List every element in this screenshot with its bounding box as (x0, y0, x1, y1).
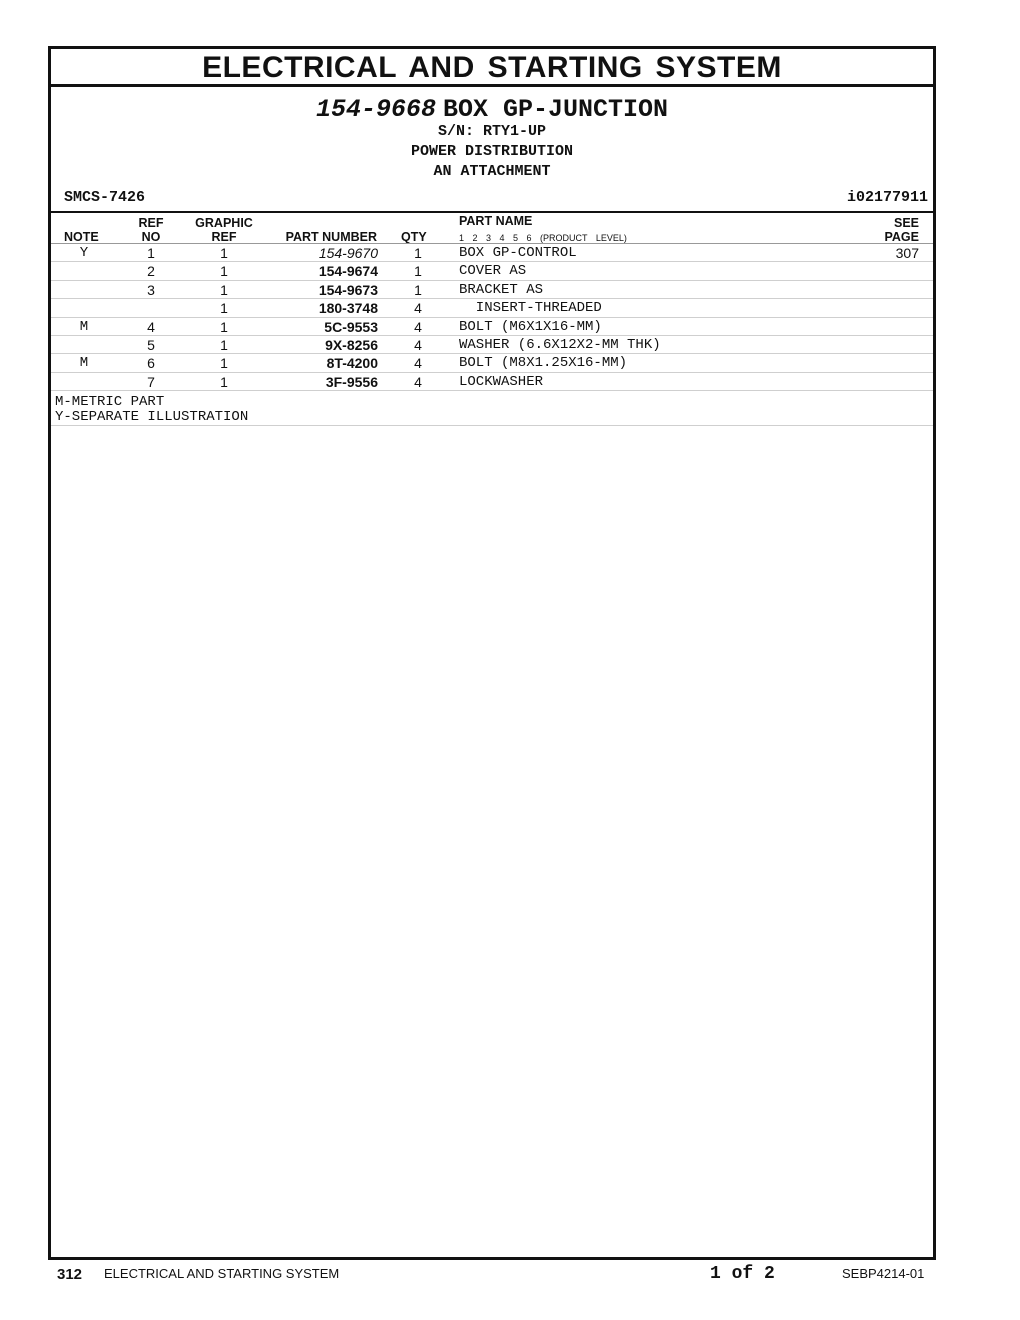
section-title: ELECTRICAL AND STARTING SYSTEM (51, 49, 933, 87)
row-part-number: 3F-9556 (325, 373, 378, 390)
group-description-line-1: POWER DISTRIBUTION (410, 143, 574, 160)
row-ref-no: 7 (147, 373, 155, 390)
row-graphic-ref: 1 (220, 281, 228, 298)
row-part-name: COVER AS (459, 263, 527, 280)
row-part-number: 154-9673 (318, 281, 378, 298)
header-product-levels: 1 2 3 4 5 6 (PRODUCT LEVEL) (459, 233, 627, 243)
table-row (51, 244, 933, 262)
illustration-id: i02177911 (846, 189, 928, 206)
row-part-name: BOLT (M6X1X16-MM) (459, 318, 602, 335)
row-qty: 4 (414, 336, 422, 353)
table-row (51, 318, 933, 336)
row-part-name: INSERT-THREADED (459, 300, 602, 317)
table-row (51, 299, 933, 317)
row-qty: 4 (414, 318, 422, 335)
row-graphic-ref: 1 (220, 263, 228, 280)
header-part-number: PART NUMBER (285, 230, 377, 244)
row-part-number: 9X-8256 (325, 336, 378, 353)
header-ref-bottom: NO (141, 230, 161, 244)
smcs-code: SMCS-7426 (64, 189, 146, 206)
header-note: NOTE (64, 230, 99, 244)
header-graphic-top: GRAPHIC (195, 216, 253, 230)
header-graphic-bottom: REF (211, 230, 237, 244)
row-part-number: 180-3748 (318, 300, 378, 317)
row-graphic-ref: 1 (220, 355, 228, 372)
row-ref-no: 6 (147, 355, 155, 372)
row-graphic-ref: 1 (220, 336, 228, 353)
row-ref-no: 5 (147, 336, 155, 353)
table-row (51, 336, 933, 354)
table-row (51, 373, 933, 391)
note-metric: M-METRIC PART (55, 394, 165, 410)
row-ref-no: 1 (147, 245, 155, 261)
notes-rule (51, 425, 933, 426)
header-rule (51, 211, 933, 213)
row-qty: 4 (414, 300, 422, 317)
header-ref-top: REF (138, 216, 164, 230)
row-graphic-ref: 1 (220, 318, 228, 335)
row-part-number[interactable]: 154-9670 (318, 245, 378, 261)
row-note: M (79, 355, 89, 372)
row-graphic-ref: 1 (220, 245, 228, 261)
header-qty: QTY (401, 230, 427, 244)
row-part-name: LOCKWASHER (459, 373, 544, 390)
parts-table (51, 244, 933, 391)
row-part-number: 8T-4200 (326, 355, 378, 372)
row-part-number: 154-9674 (318, 263, 378, 280)
group-name: BOX GP-JUNCTION (442, 95, 669, 124)
row-part-name: BOX GP-CONTROL (459, 245, 577, 261)
row-qty: 4 (414, 355, 422, 372)
group-part-number: 154-9668 (315, 95, 437, 124)
row-part-number: 5C-9553 (324, 318, 378, 335)
group-heading (51, 94, 933, 124)
header-see-top: SEE (893, 216, 919, 230)
header-part-name: PART NAME (459, 214, 533, 228)
row-qty: 1 (414, 263, 422, 280)
row-see-page[interactable]: 307 (895, 245, 919, 261)
row-note: M (79, 318, 89, 335)
notes-legend (55, 395, 248, 425)
row-part-name: WASHER (6.6X12X2-MM THK) (459, 336, 661, 353)
group-description-line-2: AN ATTACHMENT (433, 163, 551, 180)
row-note: Y (79, 245, 89, 261)
row-graphic-ref: 1 (220, 300, 228, 317)
serial-number: S/N: RTY1-UP (437, 123, 547, 140)
footer-section: ELECTRICAL AND STARTING SYSTEM (104, 1266, 340, 1281)
row-graphic-ref: 1 (220, 373, 228, 390)
row-ref-no: 4 (147, 318, 155, 335)
footer-page-of: 1 of 2 (710, 1264, 775, 1284)
row-part-name: BRACKET AS (459, 281, 544, 298)
page-frame (48, 46, 936, 1260)
table-row (51, 262, 933, 280)
note-separate-illustration: Y-SEPARATE ILLUSTRATION (55, 409, 249, 425)
row-part-name: BOLT (M8X1.25X16-MM) (459, 355, 628, 372)
row-ref-no: 3 (147, 281, 155, 298)
table-row (51, 281, 933, 299)
row-qty: 1 (414, 245, 422, 261)
footer-document-id: SEBP4214-01 (842, 1266, 925, 1281)
row-qty: 4 (414, 373, 422, 390)
header-see-bottom: PAGE (884, 230, 919, 244)
row-qty: 1 (414, 281, 422, 298)
row-ref-no: 2 (147, 263, 155, 280)
table-row (51, 354, 933, 372)
footer-page-number: 312 (57, 1266, 83, 1283)
